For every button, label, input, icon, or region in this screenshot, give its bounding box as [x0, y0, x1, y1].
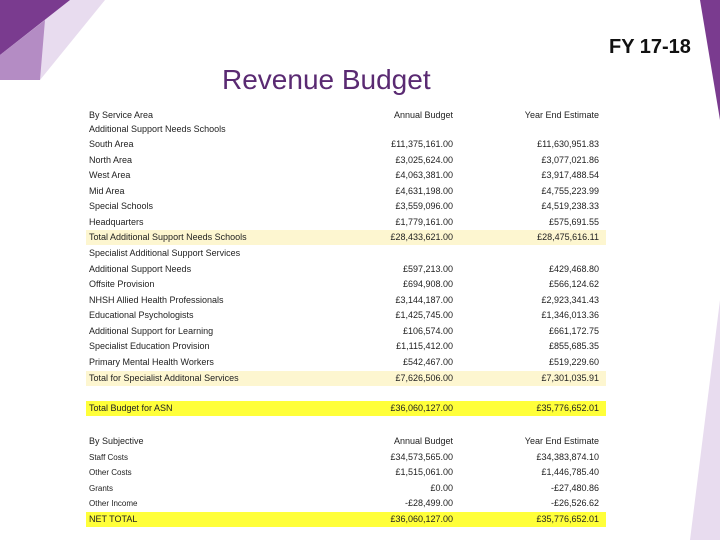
row-label: Staff Costs [89, 453, 128, 462]
table-row [86, 465, 606, 480]
row-budget: £597,213.00 [402, 264, 453, 274]
row-estimate: -£27,480.86 [550, 483, 599, 493]
row-budget: £1,779,161.00 [395, 217, 453, 227]
row-estimate: £575,691.55 [548, 217, 599, 227]
row-estimate: £519,229.60 [548, 357, 599, 367]
header-label: By Subjective [89, 436, 144, 446]
table-row [86, 293, 606, 308]
row-budget: £106,574.00 [402, 326, 453, 336]
row-budget: £1,515,061.00 [395, 467, 453, 477]
row-estimate: -£26,526.62 [550, 498, 599, 508]
table-row [86, 215, 606, 230]
row-estimate: £4,755,223.99 [541, 186, 599, 196]
table-row [86, 262, 606, 277]
row-label: Primary Mental Health Workers [89, 357, 214, 367]
header-label: By Service Area [89, 110, 154, 120]
row-label: Additional Support for Learning [89, 326, 214, 336]
header-budget: Annual Budget [393, 110, 453, 120]
row-estimate: £7,301,035.91 [541, 373, 599, 383]
total-estimate: £35,776,652.01 [536, 403, 599, 413]
row-estimate: £855,685.35 [548, 341, 599, 351]
total-budget: £36,060,127.00 [390, 514, 453, 524]
row-estimate: £429,468.80 [548, 264, 599, 274]
header-budget: Annual Budget [393, 436, 453, 446]
row-estimate: £2,923,341.43 [541, 295, 599, 305]
table-header-row [86, 108, 606, 123]
table-row [86, 308, 606, 323]
row-label: North Area [89, 155, 133, 165]
header-estimate: Year End Estimate [524, 436, 599, 446]
row-budget: £28,433,621.00 [390, 232, 453, 242]
decorative-corner-left [0, 0, 105, 80]
row-label: South Area [89, 139, 134, 149]
header-estimate: Year End Estimate [524, 110, 599, 120]
total-budget: £36,060,127.00 [390, 403, 453, 413]
table-row [86, 184, 606, 199]
table-row [86, 481, 606, 496]
row-label: Other Income [89, 499, 138, 508]
subtotal-row [86, 230, 606, 245]
table-row [86, 246, 606, 261]
row-budget: £694,908.00 [402, 279, 453, 289]
row-label: Additional Support Needs Schools [89, 124, 226, 134]
row-estimate: £566,124.62 [548, 279, 599, 289]
row-label: Total Additional Support Needs Schools [89, 232, 247, 242]
row-budget: £0.00 [430, 483, 453, 493]
row-estimate: £3,077,021.86 [541, 155, 599, 165]
row-label: Additional Support Needs [89, 264, 192, 274]
row-estimate: £3,917,488.54 [541, 170, 599, 180]
table-row [86, 153, 606, 168]
row-estimate: £11,630,951.83 [537, 139, 599, 149]
table-header-row [86, 434, 606, 449]
table-row [86, 355, 606, 370]
net-total-row [86, 512, 606, 527]
row-label: Total for Specialist Additonal Services [89, 373, 239, 383]
total-row [86, 401, 606, 416]
table-row [86, 122, 606, 137]
row-label: Special Schools [89, 201, 154, 211]
row-estimate: £661,172.75 [548, 326, 599, 336]
page-title: Revenue Budget [222, 64, 431, 95]
row-label: Grants [89, 484, 114, 493]
fiscal-year-label: FY 17-18 [609, 36, 691, 58]
row-budget: £1,115,412.00 [396, 341, 453, 351]
subtotal-row [86, 371, 606, 386]
table-row [86, 137, 606, 152]
table-row [86, 339, 606, 354]
row-label: Specialist Education Provision [89, 341, 210, 351]
row-budget: £3,559,096.00 [395, 201, 453, 211]
row-budget: £11,375,161.00 [391, 139, 453, 149]
table-row [86, 277, 606, 292]
row-label: Specialist Additional Support Services [89, 248, 241, 258]
row-estimate: £34,383,874.10 [536, 452, 599, 462]
row-budget: £4,631,198.00 [395, 186, 453, 196]
row-label: Educational Psychologists [89, 310, 194, 320]
row-budget: -£28,499.00 [404, 498, 453, 508]
table-row [86, 324, 606, 339]
row-label: Mid Area [89, 186, 125, 196]
row-budget: £3,025,624.00 [395, 155, 453, 165]
table-row [86, 450, 606, 465]
row-estimate: £1,346,013.36 [541, 310, 599, 320]
table-row [86, 496, 606, 511]
row-estimate: £1,446,785.40 [541, 467, 599, 477]
row-estimate: £4,519,238.33 [541, 201, 599, 211]
row-budget: £4,063,381.00 [395, 170, 453, 180]
row-budget: £542,467.00 [402, 357, 453, 367]
row-label: Headquarters [89, 217, 144, 227]
row-budget: £7,626,506.00 [395, 373, 453, 383]
total-label: Total Budget for ASN [89, 403, 173, 413]
decorative-edge-right [670, 0, 720, 540]
row-label: Other Costs [89, 468, 132, 477]
total-label: NET TOTAL [89, 514, 138, 524]
table-row [86, 199, 606, 214]
row-label: Offsite Provision [89, 279, 155, 289]
row-estimate: £28,475,616.11 [537, 232, 599, 242]
row-label: NHSH Allied Health Professionals [89, 295, 224, 305]
row-budget: £34,573,565.00 [390, 452, 453, 462]
total-estimate: £35,776,652.01 [536, 514, 599, 524]
table-row [86, 168, 606, 183]
row-budget: £1,425,745.00 [395, 310, 453, 320]
row-budget: £3,144,187.00 [395, 295, 453, 305]
row-label: West Area [89, 170, 131, 180]
